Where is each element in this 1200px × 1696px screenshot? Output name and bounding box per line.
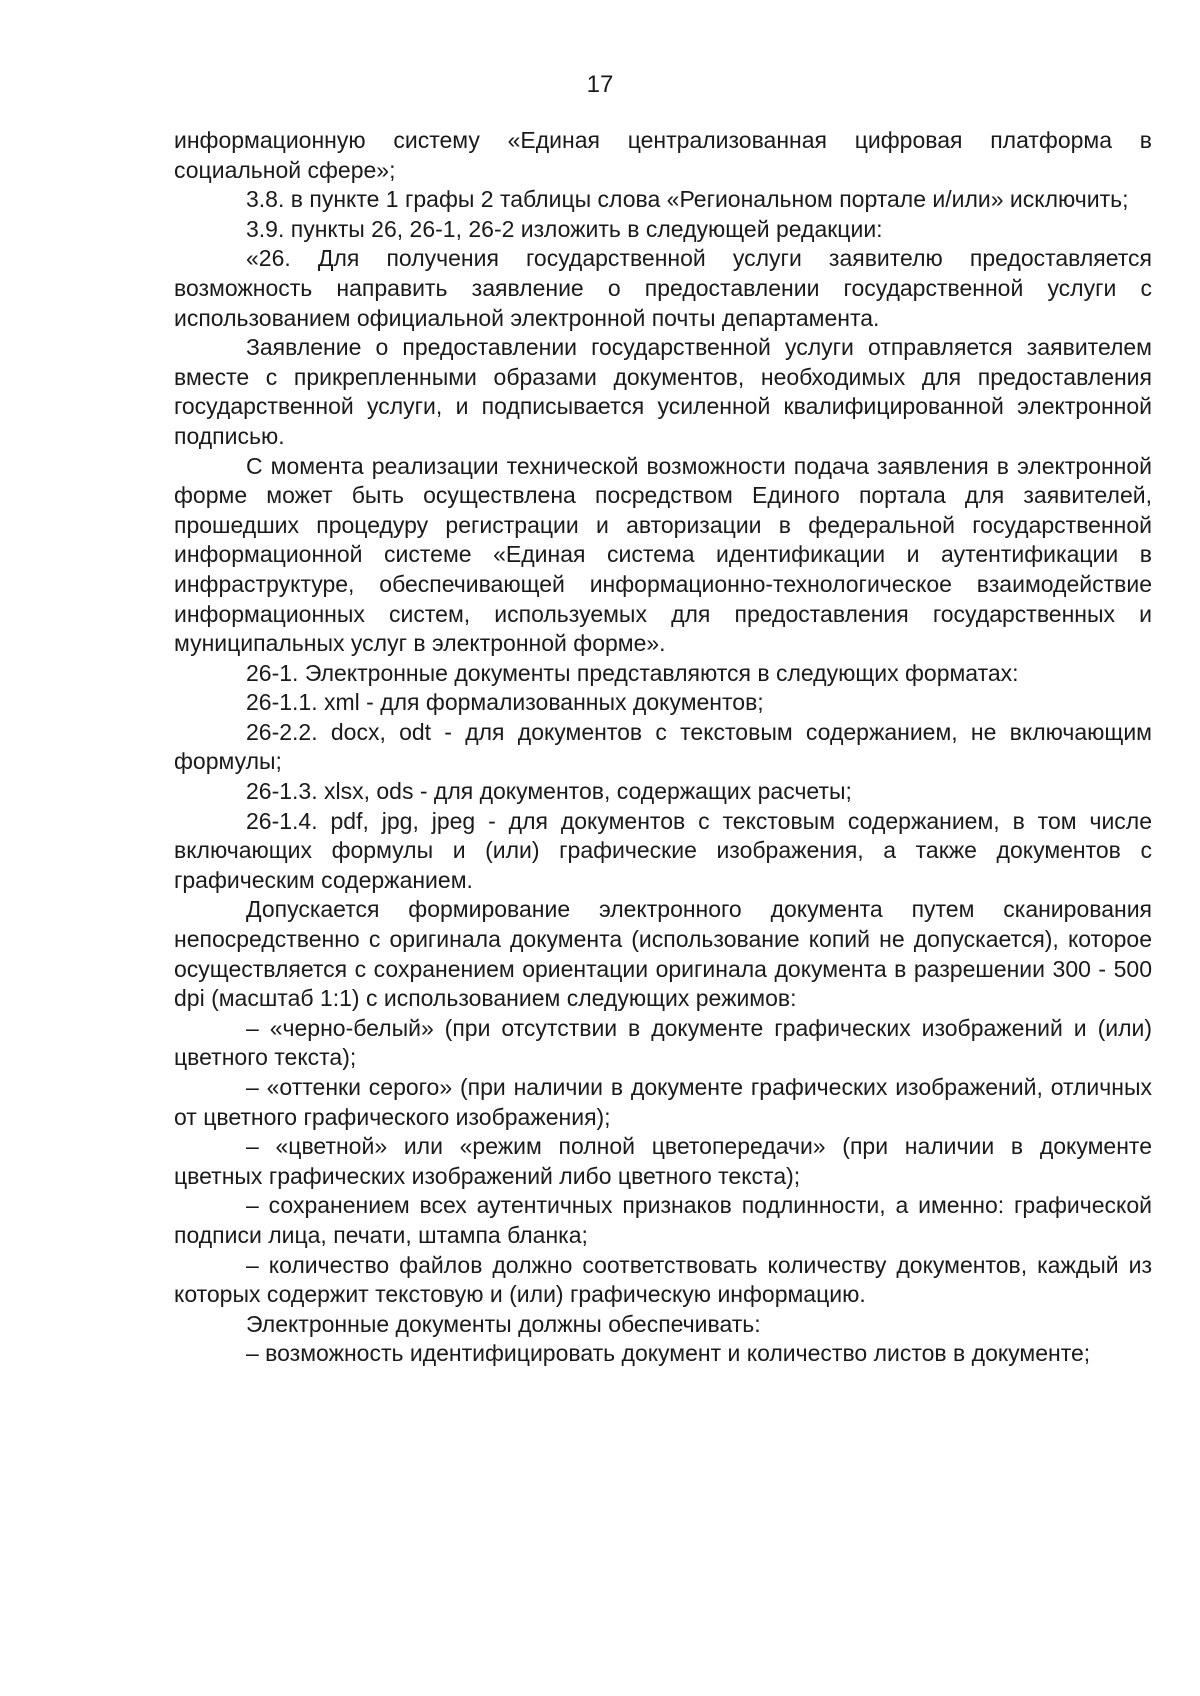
paragraph: «26. Для получения государственной услуги заявителю предоставляется возможность направить заявление о предоставлении государственной услуги с использованием официальной электронной почты департамента. xyxy=(174,245,1152,331)
paragraph: 26-1. Электронные документы представляются в следующих форматах: xyxy=(246,659,1019,686)
paragraph: 3.8. в пункте 1 графы 2 таблицы слова «Региональном портале и/или» исключить; xyxy=(246,186,1129,213)
list-item: – возможность идентифицировать документ и количество листов в документе; xyxy=(246,1340,1091,1367)
page-number: 17 xyxy=(586,71,614,98)
document-body xyxy=(174,126,1152,1369)
list-item: – «черно-белый» (при отсутствии в документе графических изображений и (или) цветного текста); xyxy=(174,1014,1152,1071)
list-item: – «оттенки серого» (при наличии в документе графических изображений, отличных от цветного графического изображения); xyxy=(174,1074,1152,1130)
paragraph: Электронные документы должны обеспечивать: xyxy=(246,1310,761,1337)
paragraph: 26-1.3. xlsx, ods - для документов, содержащих расчеты; xyxy=(246,778,852,805)
paragraph: информационную систему «Единая централизованная цифровая платформа в социальной сфере»; xyxy=(174,127,1152,183)
paragraph: Допускается формирование электронного документа путем сканирования непосредственно с оригинала документа (использование копий не допускается), которое осуществляется с сохранением ориентации оригинала документа в разрешении 300 - 500 dpi (масштаб 1:1) с использованием следующих режимов: xyxy=(174,896,1152,1012)
paragraph: С момента реализации технической возможности подача заявления в электронной форме может быть осуществлена посредством Единого портала для заявителей, прошедших процедуру регистрации и авторизации в федеральной государственной информационной системе «Единая система идентификации и аутентификации в инфраструктуре, обеспечивающей информационно-технологическое взаимодействие информационных систем, используемых для предоставления государственных и муниципальных услуг в электронной форме». xyxy=(174,452,1152,657)
paragraph: 26-1.1. xml - для формализованных документов; xyxy=(246,689,764,716)
list-item: – «цветной» или «режим полной цветопередачи» (при наличии в документе цветных графических изображений либо цветного текста); xyxy=(174,1133,1152,1189)
paragraph: 26-1.4. pdf, jpg, jpeg - для документов с текстовым содержанием, в том числе включающих формулы и (или) графические изображения, а также документов с графическим содержанием. xyxy=(174,807,1152,893)
list-item: – сохранением всех аутентичных признаков подлинности, а именно: графической подписи лица, печати, штампа бланка; xyxy=(174,1192,1152,1248)
list-item: – количество файлов должно соответствовать количеству документов, каждый из которых содержит текстовую и (или) графическую информацию. xyxy=(174,1251,1152,1308)
paragraph: 3.9. пункты 26, 26-1, 26-2 изложить в следующей редакции: xyxy=(246,215,883,242)
paragraph: Заявление о предоставлении государственной услуги отправляется заявителем вместе с прикрепленными образами документов, необходимых для предоставления государственной услуги, и подписывается усиленной квалифицированной электронной подписью. xyxy=(174,334,1152,449)
paragraph: 26-2.2. docx, odt - для документов с текстовым содержанием, не включающим формулы; xyxy=(174,718,1152,775)
